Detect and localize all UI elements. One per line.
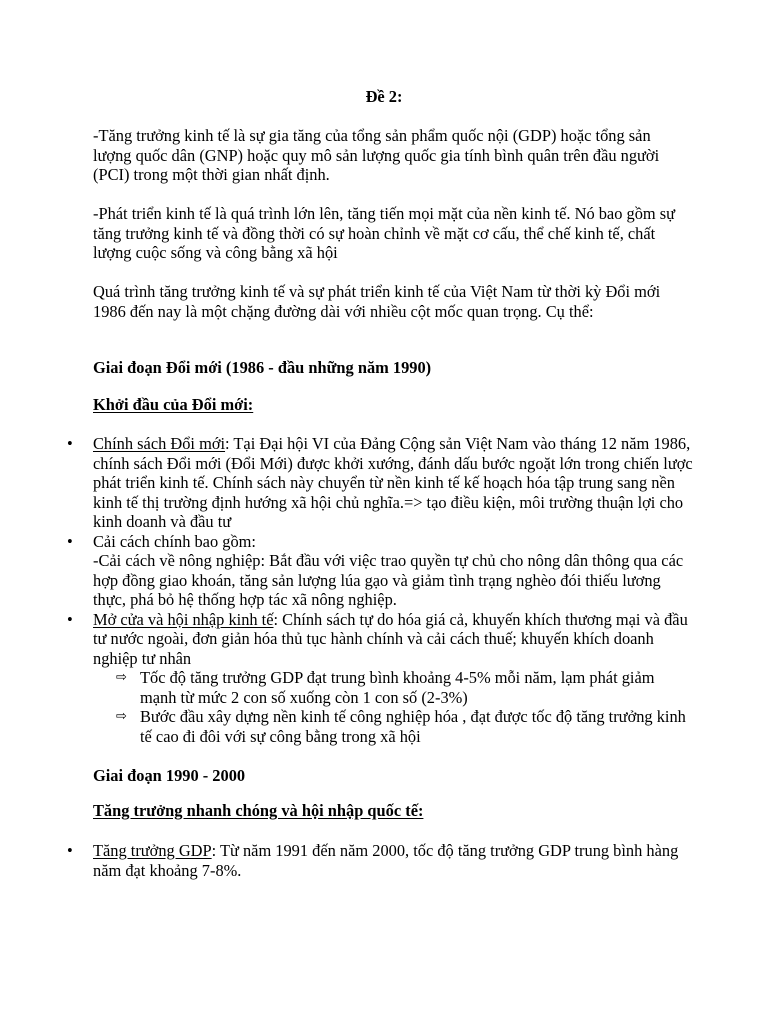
list-item-lead: Mở cửa và hội nhập kinh tế — [93, 609, 274, 629]
section1-subheading — [93, 395, 693, 415]
list-item-text: -Cải cách về nông nghiệp: Bắt đầu với việc trao quyền tự chủ cho nông dân thông qua các hợp đồng giao khoán, tăng sản lượng lúa gạo và giảm tình trạng nghèo đói thiếu lương thực, phá bỏ hệ thống hợp tác xã nông nghiệp. — [93, 551, 684, 609]
section2-subheading-text: Tăng trưởng nhanh chóng và hội nhập quốc tế: — [93, 801, 424, 820]
section1-bullet-list — [67, 434, 693, 746]
list-item-text: : Chính sách tự do hóa giá cả, khuyến khích thương mại và đầu tư nước ngoài, đơn giản hóa thủ tục hành chính và cải cách thuế; khuyến khích doanh nghiệp tư nhân — [93, 609, 688, 668]
bullet-icon: • — [67, 841, 73, 860]
arrow-right-icon: ⇨ — [116, 709, 127, 724]
list-item-lead: Cải cách chính bao gồm: — [93, 531, 256, 551]
list-item-lead: Tăng trưởng GDP — [93, 841, 212, 860]
section2-bullet-list — [67, 841, 693, 880]
section1-sub-list — [116, 668, 693, 746]
paragraph-growth-definition: -Tăng trưởng kinh tế là sự gia tăng của tổng sản phẩm quốc nội (GDP) hoặc tổng sản lượng quốc dân (GNP) hoặc quy mô sản lượng quốc gia tính bình quân trên đầu người (PCI) trong một thời gian nhất định. — [93, 126, 660, 184]
arrow-right-icon: ⇨ — [116, 670, 127, 685]
paragraph-development-definition: -Phát triển kinh tế là quá trình lớn lên, tăng tiến mọi mặt của nền kinh tế. Nó bao gồm sự tăng trưởng kinh tế và đồng thời có sự hoàn chỉnh về mặt cơ cấu, thể chế kinh tế, chất lượng cuộc sống và công bằng xã hội — [93, 204, 675, 262]
paragraph-vietnam-intro: Quá trình tăng trưởng kinh tế và sự phát triển kinh tế của Việt Nam từ thời kỳ Đổi mới 1986 đến nay là một chặng đường dài với nhiều cột mốc quan trọng. Cụ thể: — [93, 282, 661, 321]
sub-list-item-text: Tốc độ tăng trưởng GDP đạt trung bình khoảng 4-5% mỗi năm, lạm phát giảm mạnh từ mức 2 con số xuống còn 1 con số (2-3%) — [140, 668, 655, 707]
list-item-lead: Chính sách Đổi mới — [93, 434, 226, 453]
sub-list-item — [116, 668, 693, 707]
bullet-icon: • — [67, 609, 73, 629]
bullet-icon: • — [67, 434, 73, 453]
sub-list-item-text: Bước đầu xây dựng nền kinh tế công nghiệp hóa , đạt được tốc độ tăng trưởng kinh tế cao đi đôi với sự công bằng trong xã hội — [140, 707, 686, 746]
section2-heading: Giai đoạn 1990 - 2000 — [93, 766, 246, 785]
list-item — [67, 434, 693, 532]
document-title: Đề 2: — [365, 87, 403, 106]
list-item — [67, 841, 693, 880]
bullet-icon: • — [67, 531, 73, 551]
list-item-text: : Từ năm 1991 đến năm 2000, tốc độ tăng trưởng GDP trung bình hàng năm đạt khoảng 7-8%. — [93, 841, 679, 880]
section1-heading: Giai đoạn Đổi mới (1986 - đầu những năm 1990) — [93, 358, 432, 377]
sub-list-item — [116, 707, 693, 746]
list-item — [67, 609, 693, 747]
list-item-text: : Tại Đại hội VI của Đảng Cộng sản Việt Nam vào tháng 12 năm 1986, chính sách Đổi mới (Đổi Mới) được khởi xướng, đánh dấu bước ngoặt lớn trong chiến lược phát triển kinh tế. Chính sách này chuyển từ nền kinh tế kế hoạch hóa tập trung sang nền kinh tế thị trường định hướng xã hội chủ nghĩa.=> tạo điều kiện, môi trường thuận lợi cho kinh doanh và đầu tư — [93, 434, 693, 531]
list-item — [67, 531, 693, 610]
section1-subheading-text: Khởi đầu của Đổi mới: — [93, 395, 254, 414]
section2-subheading — [93, 801, 693, 821]
